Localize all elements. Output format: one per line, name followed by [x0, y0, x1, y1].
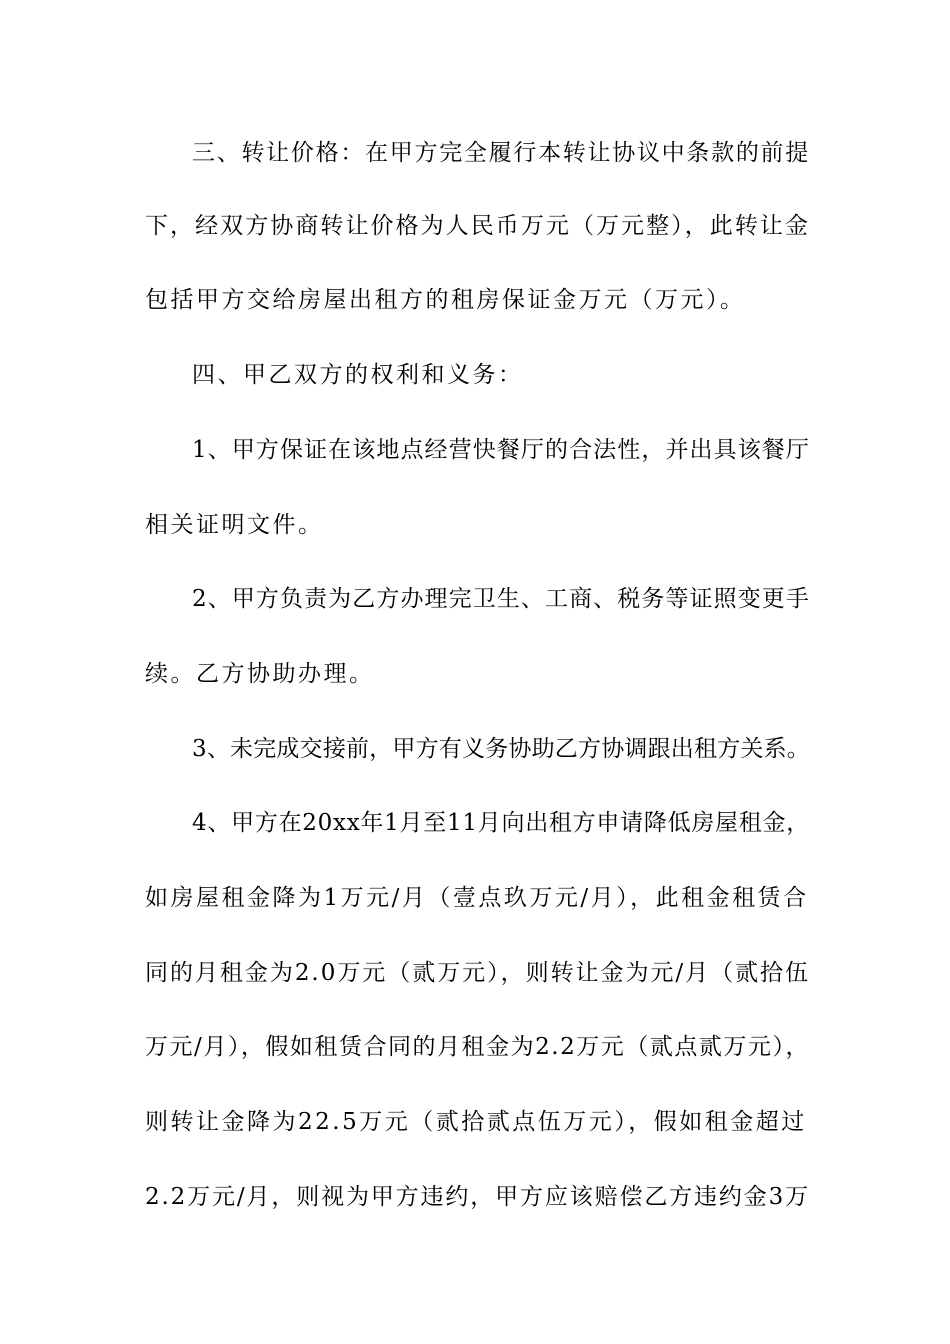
text-line: 2.2万元/月，则视为甲方违约，甲方应该赔偿乙方违约金3万: [145, 1184, 810, 1210]
text-line: 相关证明文件。: [145, 512, 324, 538]
text-line: 如房屋租金降为1万元/月（壹点玖万元/月），此租金租赁合: [145, 885, 809, 911]
text-line: 下，经双方协商转让价格为人民币万元（万元整），此转让金: [145, 213, 810, 239]
text-line: 包括甲方交给房屋出租方的租房保证金万元（万元）。: [145, 287, 746, 313]
text-line: 2、甲方负责为乙方办理完卫生、工商、税务等证照变更手: [192, 586, 810, 612]
text-line: 续。乙方协助办理。: [145, 661, 375, 687]
text-line: 3、未完成交接前，甲方有义务协助乙方协调跟出租方关系。: [192, 736, 810, 762]
text-line: 三、转让价格：在甲方完全履行本转让协议中条款的前提: [192, 140, 810, 166]
text-line: 同的月租金为2.0万元（贰万元），则转让金为元/月（贰拾伍: [145, 960, 810, 986]
text-line: 万元/月），假如租赁合同的月租金为2.2万元（贰点贰万元），: [145, 1034, 810, 1060]
text-line: 4、甲方在20xx年1月至11月向出租方申请降低房屋租金，: [192, 810, 810, 836]
text-line: 则转让金降为22.5万元（贰拾贰点伍万元），假如租金超过: [145, 1109, 807, 1135]
text-line: 1、甲方保证在该地点经营快餐厅的合法性，并出具该餐厅: [192, 437, 810, 463]
text-line: 四、甲乙双方的权利和义务：: [192, 362, 524, 388]
